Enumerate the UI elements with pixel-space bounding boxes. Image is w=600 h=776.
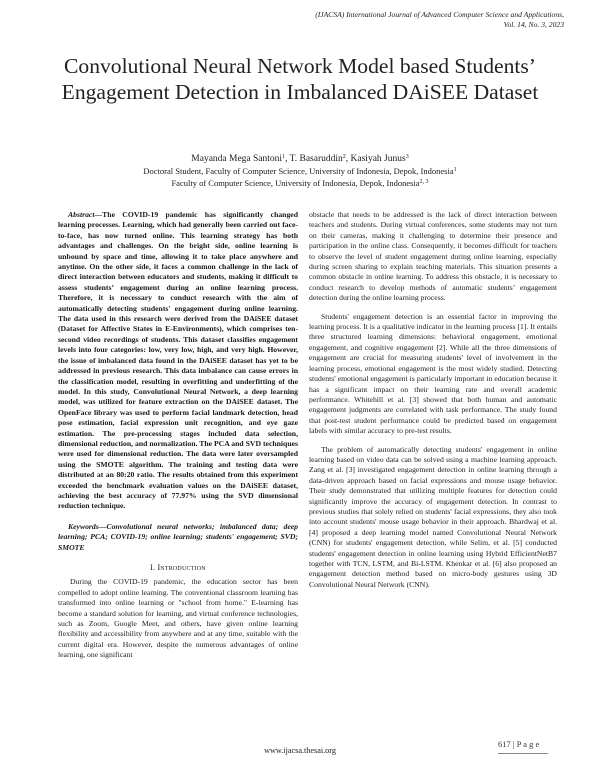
author-separator: ,: [345, 154, 351, 164]
journal-website: www.ijacsa.thesai.org: [264, 746, 336, 755]
journal-header: [144, 10, 564, 30]
section-number: I.: [150, 563, 156, 572]
intro-paragraph-2: Students' engagement detection is an essential factor in improving the learning process. It is a qualitative indicator in the learning process [1]. It entails three structured learning dimensions: behavioral engagement, emotional engagement, and cognitive engagement [2]. While all the three dimensions of engagement are crucial for measuring students' level of involvement in the learning process, emotional engagement is the most widely studied. Detecting students' emotional engagement is particularly important in education because it has a significant impact on their learning rate and overall academic performance. Whitehill et al. [3] showed that both human and automatic engagement judgments are correlated with task performance. The study found that post-test student performance could be predicted based on engagement labels with similar accuracy to pre-test results.: [309, 311, 557, 436]
page-number: 617 | P a g e: [498, 739, 540, 749]
abstract-text: —The COVID-19 pandemic has significantly changed learning processes. Learning, which had generally been carried out face-to-face, has now turned online. This learning strategy has both advantages and challenges. On the bright side, online learning is unbound by space and time, allowing it to take place anywhere and anytime. On the other side, it faces a common challenge in the lack of direct interaction between educators and students, making it difficult to assess students’ engagement during an online learning process. Therefore, it is necessary to conduct research with the aim of automatically detecting students' engagement during online learning. The data used in this research were derived from the DAiSEE dataset (Dataset for Affective States in E-Environments), which comprises ten-second video recordings of students. This dataset classifies engagement levels into four categories: low, very low, high, and very high. However, the issue of imbalanced data found in the DAiSEE dataset has yet to be addressed in previous research. This data imbalance can cause errors in the classification model, resulting in overfitting and underfitting of the model. In this study, Convolutional Neural Network, a deep learning model, was utilized for feature extraction on the DAiSEE dataset. The OpenFace library was used to perform facial landmark detection, head pose estimation, facial expression unit recognition, and eye gaze estimation. The pre-processing stages included data selection, dimensional reduction, and normalization. The PCA and SVD techniques were used for dimensional reduction. The data were later oversampled using the SMOTE algorithm. The training and testing data were distributed at an 80:20 ratio. The results obtained from this experiment exceeded the benchmark evaluation values on the DAiSEE dataset, achieving the best accuracy of 77.97% using the SVD dimensional reduction technique.: [58, 210, 298, 511]
intro-paragraph-1: During the COVID-19 pandemic, the education sector has been compelled to adopt online learning. The conventional classroom learning has transformed into online learning or "school from home." E-learning has become a standard solution for learning, and virtual conference technologies, such as Zoom, Google Meet, and others, have given online learning flexibility and accessibility from anywhere and at any time, suitable with the current digital era. However, despite the numerous advantages of online learning, one significant: [58, 577, 298, 660]
intro-paragraph-1-continued: obstacle that needs to be addressed is the lack of direct interaction between teachers and students. During virtual conferences, some students may not turn on their cameras, making it challenging to determine their presence and participation in the online class. Consequently, it becomes difficult for teachers to observe the level of student engagement during online learning, especially during screen sharing to explain teaching materials. This situation presents a common obstacle in online learning. To address this obstacle, it is necessary to conduct research to develop methods of automatic students’ engagement detection during the online learning process.: [309, 210, 557, 303]
author-3: Kasiyah Junus: [350, 154, 406, 164]
affiliation-2-text: Faculty of Computer Science, University of Indonesia, Depok, Indonesia: [171, 178, 420, 188]
footer-divider: [498, 753, 548, 754]
paper-title: Convolutional Neural Network Model based Students’ Engagement Detection in Imbalanced DAiSEE Dataset: [61, 54, 539, 104]
affiliation-2: [40, 178, 560, 189]
author-separator: ,: [285, 154, 290, 164]
abstract-label: Abstract: [68, 210, 95, 219]
section-heading-introduction: [58, 563, 298, 573]
author-2: T. Basaruddin: [289, 154, 343, 164]
affiliation-1-text: Doctoral Student, Faculty of Computer Science, University of Indonesia, Depok, Indonesia: [143, 166, 454, 176]
journal-volume: Vol. 14, No. 3, 2023: [503, 20, 564, 29]
right-column: [309, 210, 557, 590]
intro-paragraph-3: The problem of automatically detecting students' engagement in online learning based on video data can be solved using a machine learning approach. Zang et al. [3] investigated engagement detection in online learning through a data-driven approach based on facial expressions and mouse usage behavior. Their study demonstrated that utilizing multiple features for detection could significantly improve the accuracy of engagement detection. In contrast to previous studies that solely relied on students' facial expressions, they also took into account students' mouse usage behavior in their approach. Bhardwaj et al. [4] proposed a deep learning model named Convolutional Neural Network (CNN) for students' engagement detection, while Selim, et al. [5] conducted students' engagement detection in online learning using Hybrid EfficientNetB7 together with TCN, LSTM, and Bi-LSTM. Khenkar et al. [6] also proposed an engagement detection method based on micro-body gestures using 3D Convolutional Neural Network (CNN).: [309, 444, 557, 589]
keywords: Keywords—Convolutional neural networks; imbalanced data; deep learning; PCA; COVID-19; online learning; students' engagement; SVD; SMOTE: [58, 521, 298, 552]
author-3-sup: 3: [405, 154, 409, 160]
abstract: [58, 210, 298, 512]
section-title: Introduction: [157, 563, 206, 572]
affiliation-1-sup: 1: [453, 167, 457, 173]
author-1: Mayanda Mega Santoni: [191, 154, 283, 164]
journal-name: (IJACSA) International Journal of Advanced Computer Science and Applications,: [315, 10, 564, 19]
affiliation-2-sup: 2, 3: [419, 179, 429, 185]
author-1-sup: 1: [282, 154, 286, 160]
author-2-sup: 2: [342, 154, 346, 160]
author-list: [40, 153, 560, 166]
affiliation-1: [40, 166, 560, 177]
left-column: [58, 210, 298, 661]
